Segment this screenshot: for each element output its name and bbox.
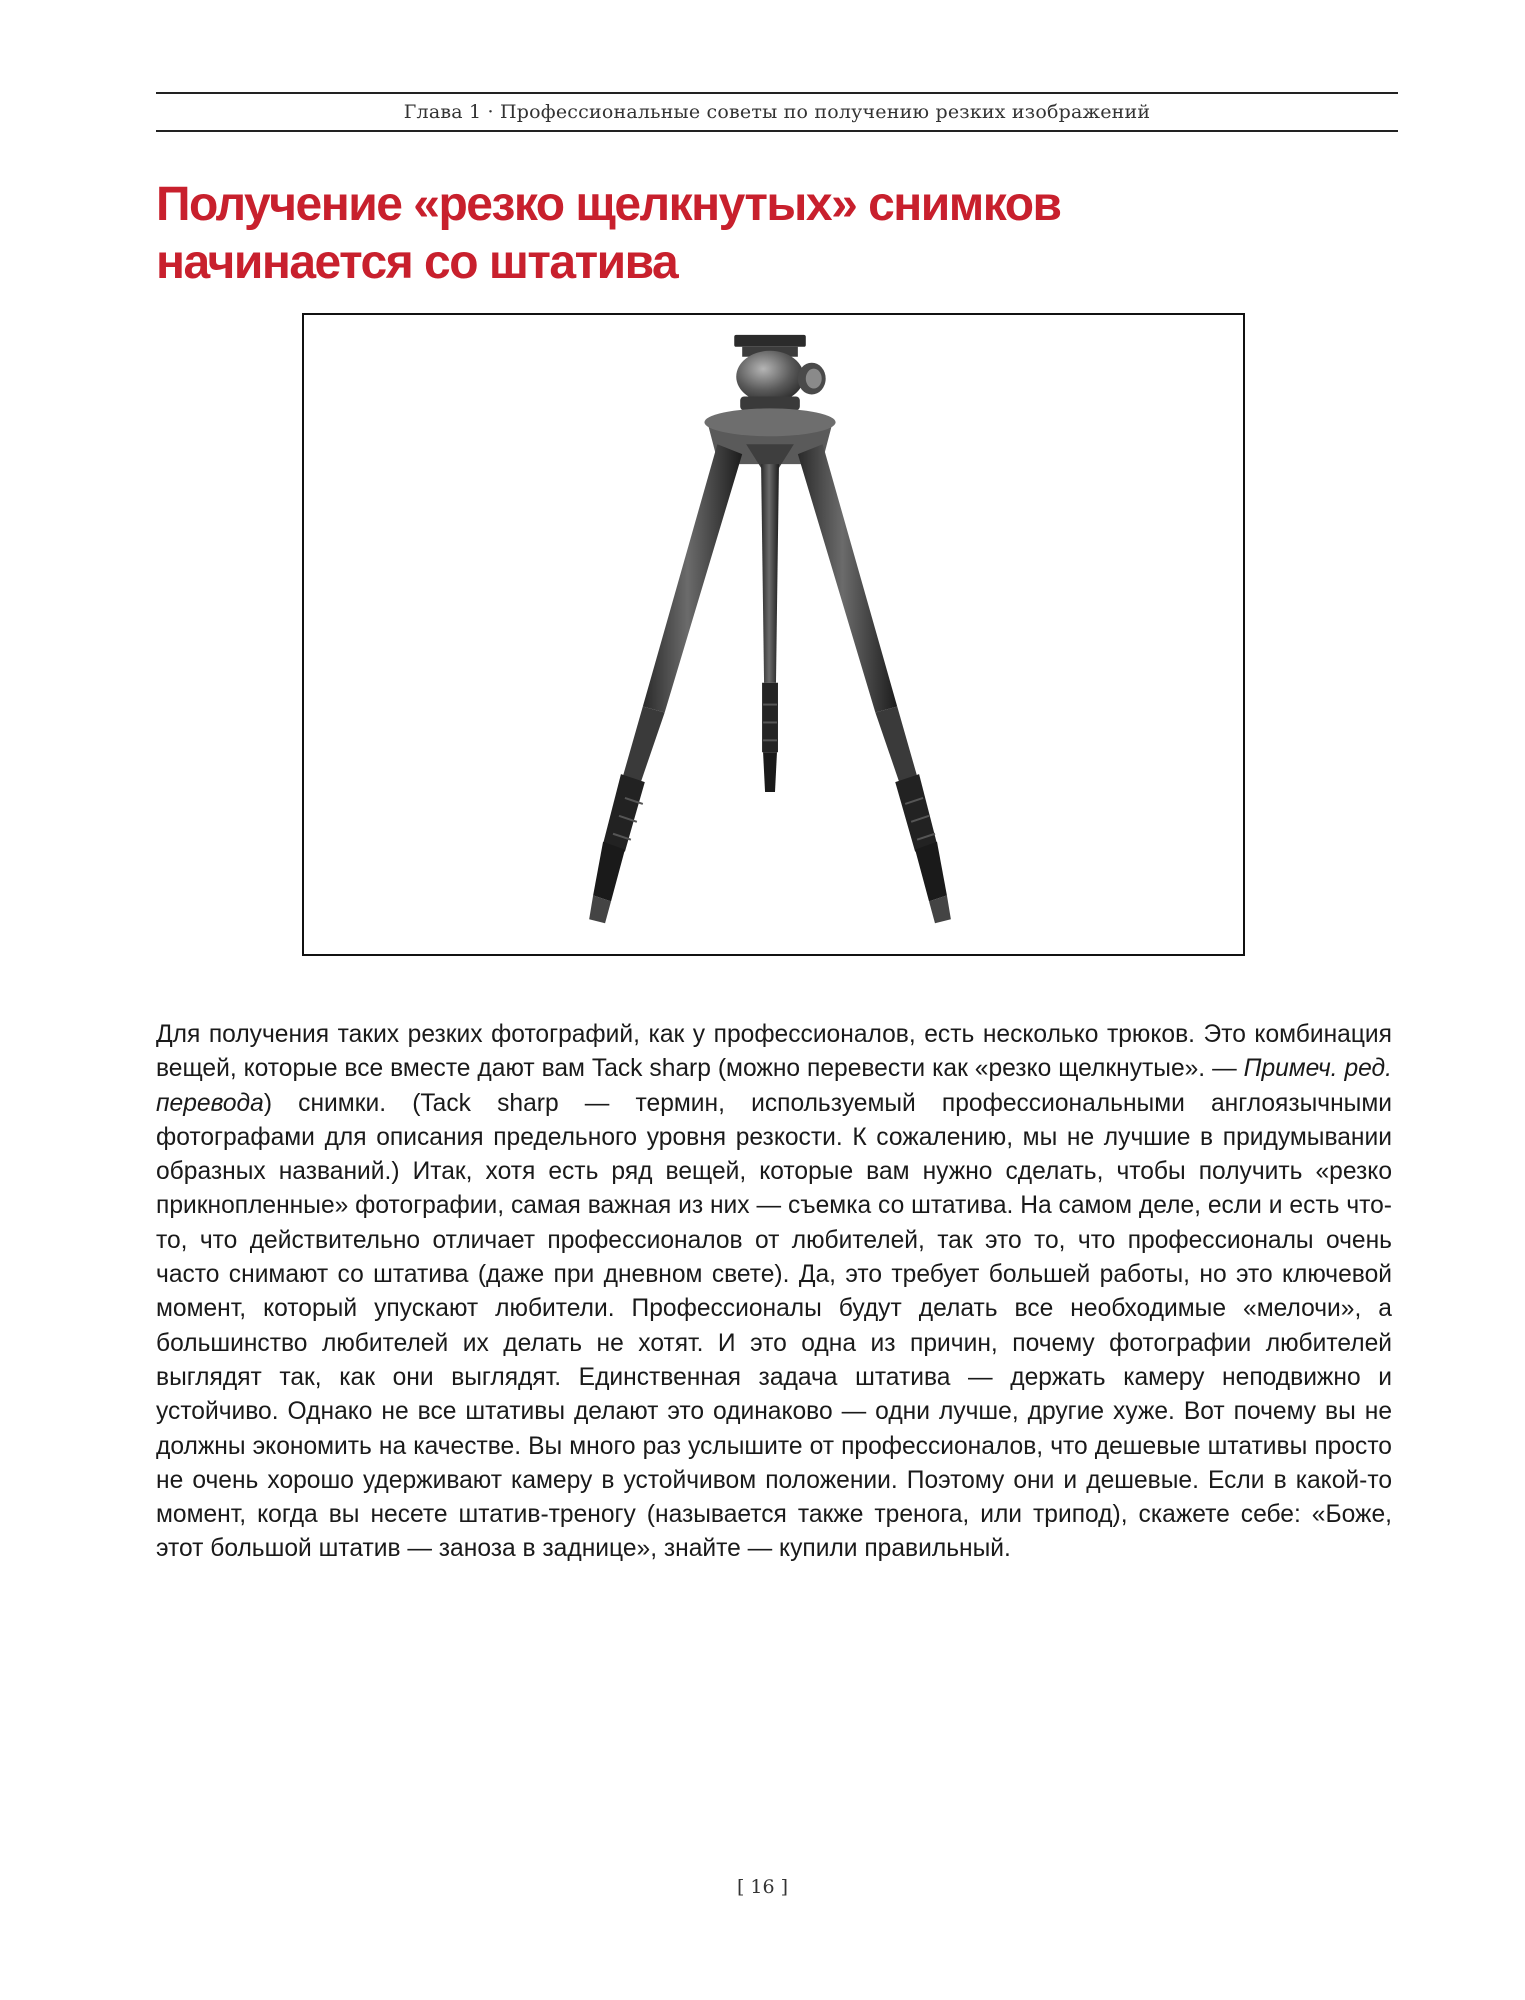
section-title: [156, 176, 1398, 292]
editor-note: Примеч. ред. перевода: [156, 1055, 1392, 1117]
body-paragraph: [156, 1018, 1392, 1567]
body-text-part-2: ) снимки. (Tack sharp — термин, используемый профессиональными англоязычными фотографами для описания предельного уровня резкости. К сожалению, мы не лучшие в придумывании образных названий.) Итак, хотя есть ряд вещей, которые вам нужно сделать, чтобы получить «резко прикнопленные» фотографии, самая важная из них — съемка со штатива. На самом деле, если и есть что-то, что действительно отличает профессионалов от любителей, так это то, что профессионалы очень часто снимают со штатива (даже при дневном свете). Да, это требует большей работы, но это ключевой момент, который упускают любители. Профессионалы будут делать все необходимые «мелочи», а большинство любителей их делать не хотят. И это одна из причин, почему фотографии любителей выглядят так, как они выглядят. Единственная задача штатива — держать камеру неподвижно и устойчиво. Однако не все штативы делают это одинаково — одни лучше, другие хуже. Вот почему вы не должны экономить на качестве. Вы много раз услышите от профессионалов, что дешевые штативы просто не очень хорошо удерживают камеру в устойчивом положении. Поэтому они и дешевые. Если в какой-то момент, когда вы несете штатив-треногу (называется также тренога, или трипод), скажете себе: «Боже, этот большой штатив — заноза в заднице», знайте — купили правильный.: [156, 1089, 1392, 1563]
section-title-line-1: Получение «резко щелкнутых» снимков: [156, 178, 1061, 231]
section-title-line-2: начинается со штатива: [156, 236, 678, 289]
body-text-part-1: Для получения таких резких фотографий, как у профессионалов, есть несколько трюков. Это комбинация вещей, которые все вместе дают вам Tack sharp (можно перевести как «резко щелкнутые». —: [156, 1021, 1392, 1083]
tripod-photo: [304, 315, 1243, 954]
running-head: [156, 92, 1398, 132]
page-number: [ 16 ]: [736, 1876, 789, 1898]
running-head-text: Глава 1 · Профессиональные советы по получению резких изображений: [403, 101, 1151, 123]
tripod-figure: [302, 313, 1245, 956]
